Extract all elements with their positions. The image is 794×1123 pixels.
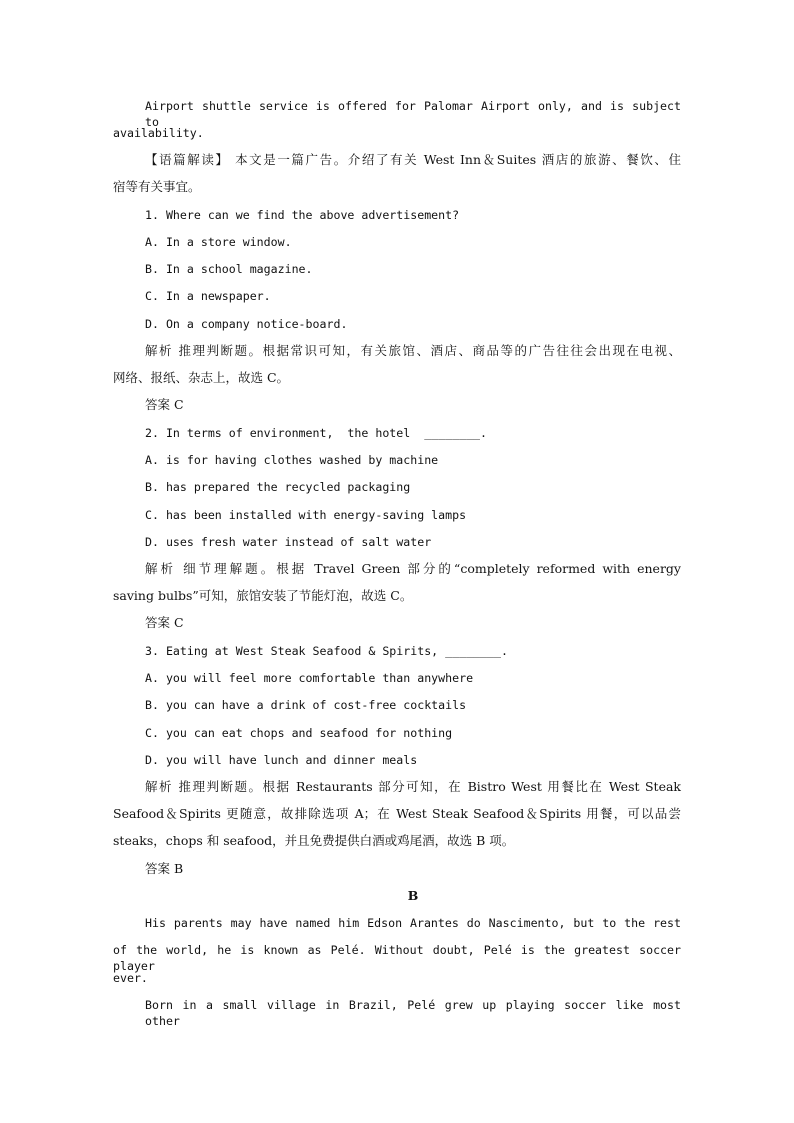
option-d: D. you will have lunch and dinner meals (145, 753, 418, 767)
option-c: C. In a newspaper. (145, 289, 271, 303)
passage-line: ever. (113, 971, 148, 985)
option-b: B. you can have a drink of cost-free cocktails (145, 698, 467, 712)
analysis-text: Seafood＆Spirits 更随意，故排除选项 A；在 West Steak Seafood＆Spirits 用餐，可以品尝 (113, 806, 681, 821)
passage-line: Airport shuttle service is offered for Palomar Airport only, and is subject to (145, 99, 681, 129)
passage-analysis-text: 宿等有关事宜。 (113, 179, 201, 194)
option-c: C. has been installed with energy-saving lamps (145, 508, 467, 522)
passage-line: of the world, he is known as Pelé. Without doubt, Pelé is the greatest soccer player (113, 943, 681, 973)
passage-line: availability. (113, 126, 204, 140)
option-a: A. is for having clothes washed by machine (145, 453, 439, 467)
analysis-text: 网络、报纸、杂志上，故选 C。 (113, 370, 290, 385)
passage-line: His parents may have named him Edson Arantes do Nascimento, but to the rest (145, 916, 681, 930)
option-b: B. has prepared the recycled packaging (145, 480, 411, 494)
option-d: D. uses fresh water instead of salt water (145, 535, 432, 549)
option-a: A. you will feel more comfortable than anywhere (145, 671, 474, 685)
question-3: 3. Eating at West Steak Seafood & Spirits, ________. (145, 644, 508, 658)
analysis-text: steaks，chops 和 seafood，并且免费提供白酒或鸡尾酒，故选 B 项。 (113, 833, 515, 848)
analysis-text: 解析 推理判断题。根据常识可知，有关旅馆、酒店、商品等的广告往往会出现在电视、 (145, 343, 681, 358)
option-b: B. In a school magazine. (145, 262, 313, 276)
question-1: 1. Where can we find the above advertisement? (145, 208, 460, 222)
analysis-text: 解析 推理判断题。根据 Restaurants 部分可知，在 Bistro West 用餐比在 West Steak (145, 779, 681, 794)
question-2: 2. In terms of environment, the hotel ________. (145, 426, 488, 440)
section-heading: B (407, 888, 419, 903)
answer: 答案 C (145, 397, 184, 412)
answer: 答案 C (145, 615, 184, 630)
passage-line: Born in a small village in Brazil, Pelé grew up playing soccer like most other (145, 998, 681, 1028)
analysis-text: 解析 细节理解题。根据 Travel Green 部分的“completely reformed with energy (145, 561, 681, 576)
answer: 答案 B (145, 861, 184, 876)
analysis-text: saving bulbs”可知，旅馆安装了节能灯泡，故选 C。 (113, 588, 413, 603)
option-d: D. On a company notice-board. (145, 317, 348, 331)
option-c: C. you can eat chops and seafood for nothing (145, 726, 453, 740)
passage-analysis-heading: 【语篇解读】 本文是一篇广告。介绍了有关 West Inn＆Suites 酒店的旅游、餐饮、住 (145, 152, 681, 167)
option-a: A. In a store window. (145, 235, 292, 249)
